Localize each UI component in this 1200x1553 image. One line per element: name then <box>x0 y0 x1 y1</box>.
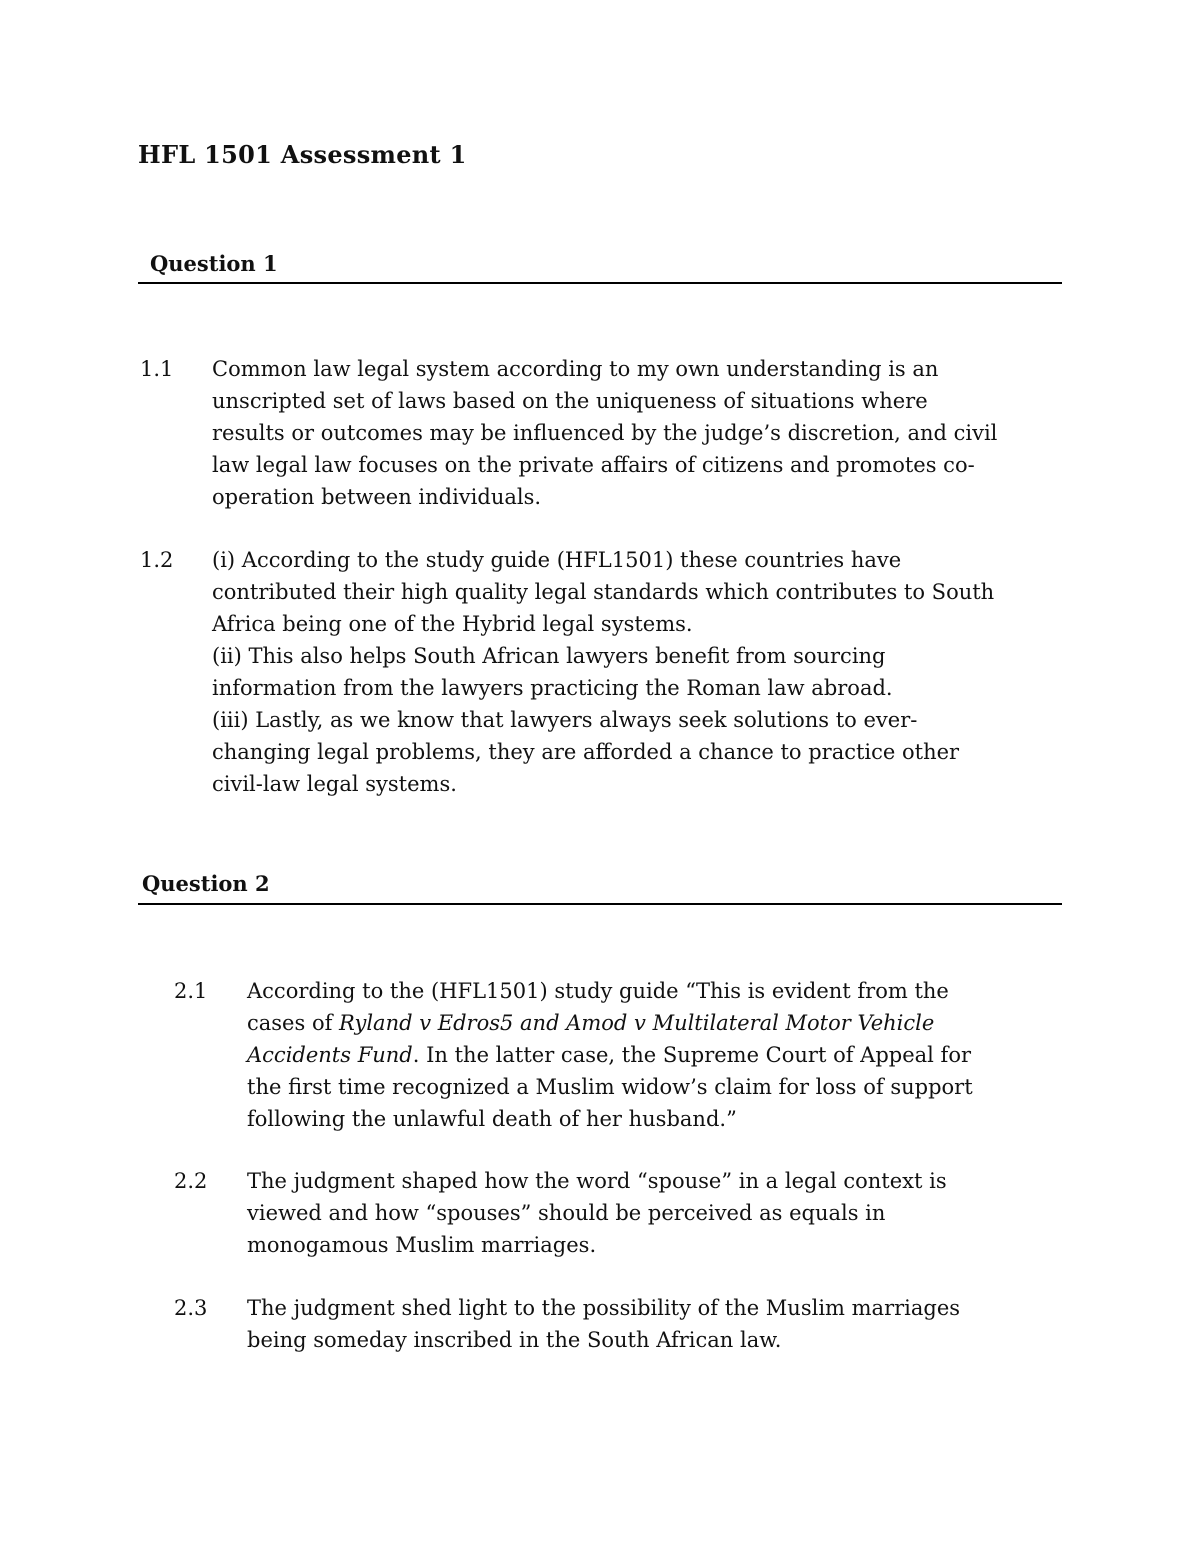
answer-line: the first time recognized a Muslim widow’s claim for loss of support <box>247 1075 973 1099</box>
answer-line: information from the lawyers practicing the Roman law abroad. <box>212 676 893 700</box>
answer-line: being someday inscribed in the South African law. <box>247 1328 782 1352</box>
case-citation: Ryland v Edros5 and Amod v Multilateral Motor Vehicle <box>339 1011 935 1035</box>
answer-2-3 <box>174 1292 1074 1362</box>
answer-line: Common law legal system according to my own understanding is an <box>212 357 939 381</box>
answer-number: 2.2 <box>174 1169 208 1193</box>
answer-1-2 <box>140 544 1070 804</box>
question-2-divider <box>138 903 1062 905</box>
question-1-divider <box>138 282 1062 284</box>
answer-number: 1.2 <box>140 548 174 572</box>
answer-line-suffix: . In the latter case, the Supreme Court of Appeal for <box>412 1043 971 1067</box>
answer-text <box>212 353 1072 513</box>
answer-line <box>247 1039 1077 1071</box>
answer-number: 2.1 <box>174 979 208 1003</box>
question-1-heading: Question 1 <box>150 251 278 276</box>
answer-line: Africa being one of the Hybrid legal systems. <box>212 612 693 636</box>
document-title: HFL 1501 Assessment 1 <box>138 140 467 169</box>
answer-text <box>247 1292 1077 1356</box>
answer-line: operation between individuals. <box>212 485 542 509</box>
answer-line: The judgment shed light to the possibility of the Muslim marriages <box>247 1296 961 1320</box>
answer-line: (ii) This also helps South African lawyers benefit from sourcing <box>212 644 886 668</box>
answer-line: law legal law focuses on the private affairs of citizens and promotes co- <box>212 453 975 477</box>
answer-line: following the unlawful death of her husband.” <box>247 1107 737 1131</box>
answer-line: changing legal problems, they are afforded a chance to practice other <box>212 740 960 764</box>
answer-line: civil-law legal systems. <box>212 772 457 796</box>
answer-line: The judgment shaped how the word “spouse” in a legal context is <box>247 1169 947 1193</box>
question-2-heading: Question 2 <box>142 871 270 896</box>
answer-1-1 <box>140 353 1070 523</box>
answer-line: (iii) Lastly, as we know that lawyers always seek solutions to ever- <box>212 708 918 732</box>
answer-number: 1.1 <box>140 357 174 381</box>
answer-line: viewed and how “spouses” should be perceived as equals in <box>247 1201 886 1225</box>
answer-text <box>212 544 1072 800</box>
answer-text <box>247 975 1077 1135</box>
answer-line: (i) According to the study guide (HFL1501) these countries have <box>212 548 902 572</box>
answer-line: results or outcomes may be influenced by the judge’s discretion, and civil <box>212 421 998 445</box>
answer-text <box>247 1165 1077 1261</box>
answer-2-2 <box>174 1165 1074 1265</box>
case-citation: Accidents Fund <box>247 1043 413 1067</box>
answer-line: unscripted set of laws based on the uniqueness of situations where <box>212 389 928 413</box>
answer-line: monogamous Muslim marriages. <box>247 1233 597 1257</box>
answer-line: contributed their high quality legal standards which contributes to South <box>212 580 995 604</box>
answer-number: 2.3 <box>174 1296 208 1320</box>
answer-line: According to the (HFL1501) study guide “This is evident from the <box>247 979 949 1003</box>
answer-2-1 <box>174 975 1074 1145</box>
answer-line <box>247 1007 1077 1039</box>
answer-line-prefix: cases of <box>247 1011 340 1035</box>
